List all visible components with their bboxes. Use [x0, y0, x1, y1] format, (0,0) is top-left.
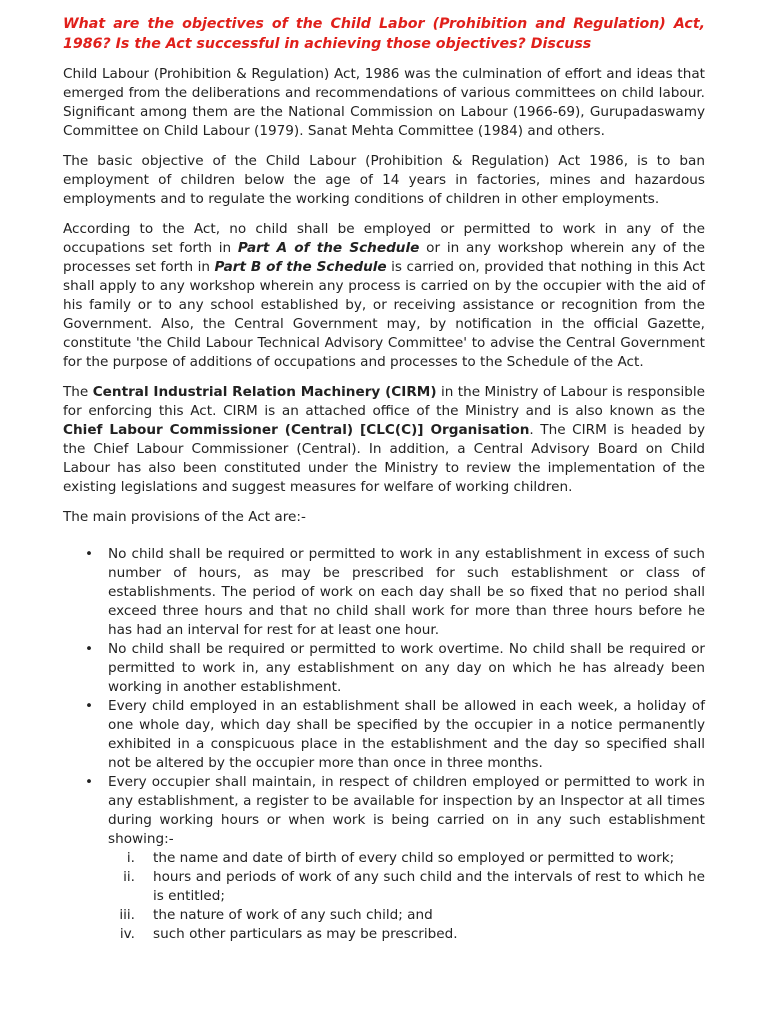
roman-numeral: iii.	[119, 907, 135, 923]
list-item	[63, 640, 705, 697]
cirm-name: Central Industrial Relation Machinery (CIRM)	[92, 384, 437, 400]
list-item	[63, 697, 705, 773]
sub-list-item-text: the name and date of birth of every child so employed or permitted to work;	[153, 850, 675, 866]
sub-list-item	[108, 925, 705, 944]
cirm-text-2: in the Ministry of Labour is responsible for enforcing this Act. CIRM is an attached office of the Ministry and is also known as the	[63, 384, 705, 419]
list-item	[63, 773, 705, 944]
sub-list-item-text: hours and periods of work of any such child and the intervals of rest to which he is entitled;	[153, 869, 705, 904]
bullet-icon: •	[85, 546, 94, 562]
list-item-text: Every child employed in an establishment shall be allowed in each week, a holiday of one whole day, which day shall be specified by the occupier in a notice permanently exhibited in a conspicuous place in the establishment and the day so specified shall not be altered by the occupier more than once in three months.	[108, 698, 705, 771]
schedule-text-1: According to the Act, no child shall be employed or permitted to work in any of the occupations set forth in	[63, 221, 705, 256]
bullet-icon: •	[85, 774, 94, 790]
roman-numeral: i.	[126, 850, 135, 866]
sub-list-item	[108, 868, 705, 906]
roman-numeral: ii.	[123, 869, 135, 885]
part-b-schedule: Part B of the Schedule	[214, 259, 387, 275]
objective-paragraph: The basic objective of the Child Labour (Prohibition & Regulation) Act 1986, is to ban employment of children below the age of 14 years in factories, mines and hazardous employments and to regulate the working conditions of children in other employments.	[63, 153, 705, 207]
clc-organisation-name: Chief Labour Commissioner (Central) [CLC(C)] Organisation	[63, 422, 530, 438]
bullet-icon: •	[85, 641, 94, 657]
schedule-paragraph	[63, 220, 705, 372]
list-item-text: No child shall be required or permitted to work overtime. No child shall be required or permitted to work in, any establishment on any day on which he has already been working in another establishment.	[108, 641, 705, 695]
cirm-paragraph	[63, 383, 705, 497]
part-a-schedule: Part A of the Schedule	[237, 240, 420, 256]
bullet-icon: •	[85, 698, 94, 714]
question-heading: What are the objectives of the Child Labor (Prohibition and Regulation) Act, 1986? Is the Act successful in achieving those objectives? Discuss	[63, 16, 705, 52]
list-item	[63, 545, 705, 640]
register-sublist	[108, 849, 705, 944]
sub-list-item-text: the nature of work of any such child; and	[153, 907, 433, 923]
provisions-intro: The main provisions of the Act are:-	[63, 509, 306, 525]
sub-list-item	[108, 849, 705, 868]
cirm-text-3: . The CIRM is headed by the Chief Labour Commissioner (Central). In addition, a Central Advisory Board on Child Labour has also been constituted under the Ministry to review the implementation of the existing legislations and suggest measures for welfare of working children.	[63, 422, 705, 495]
schedule-text-2: or in any workshop wherein any of the processes set forth in	[63, 240, 705, 275]
intro-paragraph: Child Labour (Prohibition & Regulation) Act, 1986 was the culmination of effort and ideas that emerged from the deliberations and recommendations of various committees on child labour. Significant among them are the National Commission on Labour (1966-69), Gurupadaswamy Committee on Child Labour (1979). Sanat Mehta Committee (1984) and others.	[63, 66, 705, 139]
sub-list-item	[108, 906, 705, 925]
provisions-list	[63, 545, 705, 944]
list-item-text: No child shall be required or permitted to work in any establishment in excess of such number of hours, as may be prescribed for such establishment or class of establishments. The period of work on each day shall be so fixed that no period shall exceed three hours and that no child shall work for more than three hours before he has had an interval for rest for at least one hour.	[108, 546, 705, 638]
roman-numeral: iv.	[119, 926, 135, 942]
cirm-text-1: The	[63, 384, 93, 400]
schedule-text-3: is carried on, provided that nothing in this Act shall apply to any workshop wherein any process is carried on by the occupier with the aid of his family or to any school established by, or receiving assistance or recognition from the Government. Also, the Central Government may, by notification in the official Gazette, constitute 'the Child Labour Technical Advisory Committee' to advise the Central Government for the purpose of additions of occupations and processes to the Schedule of the Act.	[63, 259, 705, 370]
list-item-text: Every occupier shall maintain, in respect of children employed or permitted to work in any establishment, a register to be available for inspection by an Inspector at all times during working hours or when work is being carried on in any such establishment showing:-	[108, 774, 705, 847]
sub-list-item-text: such other particulars as may be prescribed.	[153, 926, 458, 942]
